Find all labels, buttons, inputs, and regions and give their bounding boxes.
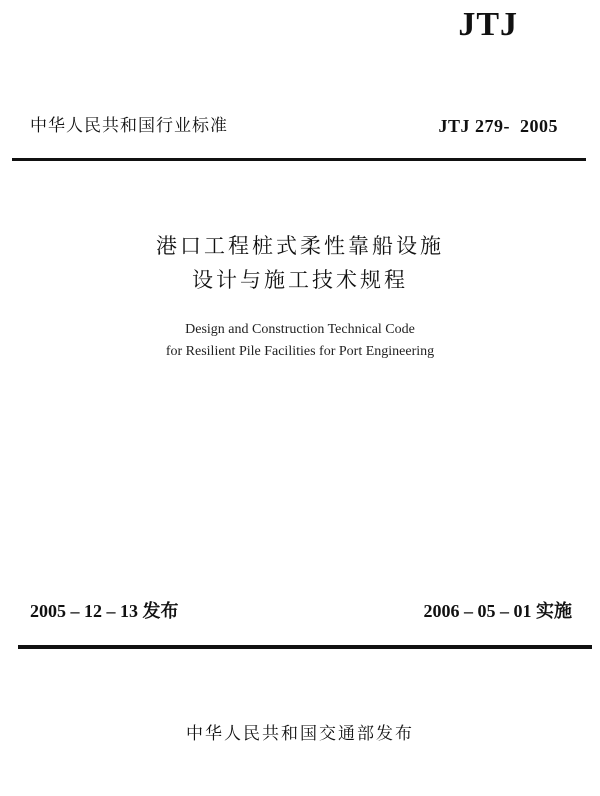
effective-date: 2006 – 05 – 01 实施 bbox=[423, 601, 572, 621]
standard-number: JTJ 279- 2005 bbox=[438, 116, 558, 136]
standard-code-mark: JTJ bbox=[458, 6, 518, 43]
english-title-line-1: Design and Construction Technical Code bbox=[185, 322, 415, 337]
industry-standard-label: 中华人民共和国行业标准 bbox=[30, 116, 228, 136]
chinese-title-line-1: 港口工程桩式柔性靠船设施 bbox=[156, 234, 444, 258]
issue-date: 2005 – 12 – 13 发布 bbox=[30, 601, 179, 621]
chinese-title-line-2: 设计与施工技术规程 bbox=[192, 268, 408, 292]
english-title-line-2: for Resilient Pile Facilities for Port Engineering bbox=[165, 344, 435, 359]
bottom-divider bbox=[18, 645, 592, 649]
top-divider bbox=[12, 158, 586, 161]
publisher: 中华人民共和国交通部发布 bbox=[186, 724, 414, 744]
